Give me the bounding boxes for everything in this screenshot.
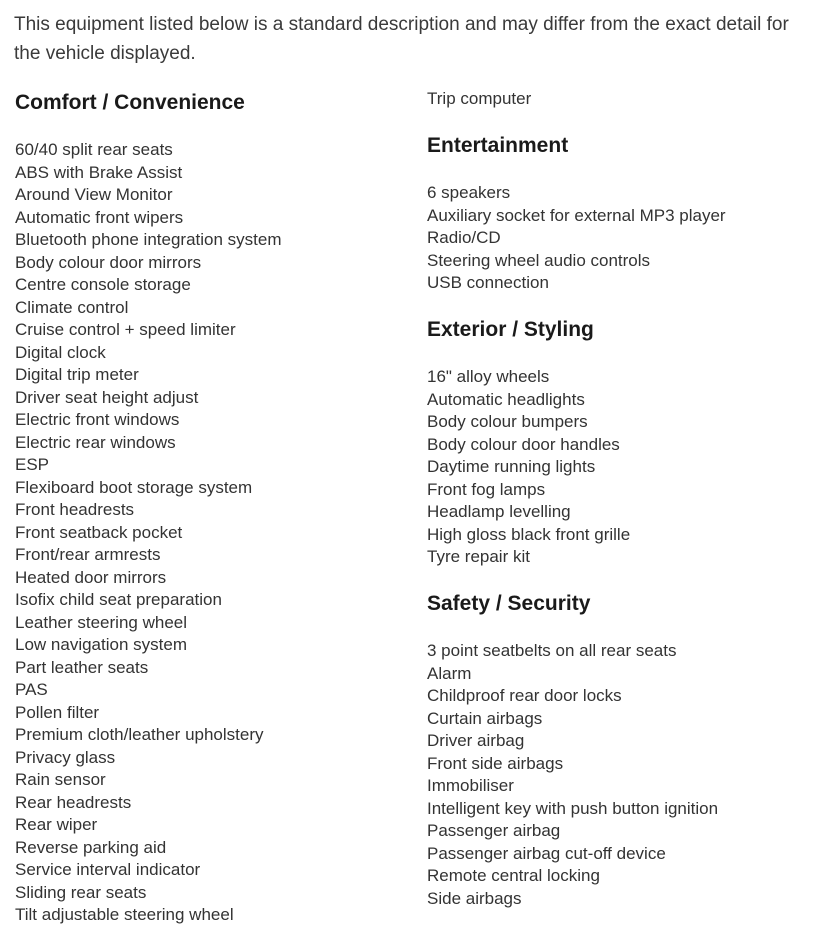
list-item: Digital clock [15,342,106,362]
list-item: 60/40 split rear seats [15,140,173,159]
list-item: Intelligent key with push button ignition [427,798,719,818]
list-item: Rear headrests [15,792,132,812]
list-item: Rain sensor [15,770,106,789]
list-item: Digital trip meter [15,365,139,384]
list-item: Body colour door handles [427,434,620,454]
list-item: Cruise control + speed limiter [15,320,236,339]
list-item: Driver seat height adjust [15,387,199,407]
list-item: Auxiliary socket for external MP3 player [427,205,726,225]
list-item: Front seatback pocket [15,522,183,542]
list-item: Around View Monitor [15,185,173,204]
list-item: Pollen filter [15,702,100,722]
list-item: Body colour door mirrors [15,252,202,272]
list-item: Childproof rear door locks [427,686,622,705]
entertainment-heading: Entertainment [427,134,569,157]
list-item: Rear wiper [15,815,98,834]
list-item: Alarm [427,663,472,683]
list-item: PAS [15,680,48,699]
list-item: Part leather seats [15,657,149,677]
list-item: Side airbags [427,888,522,908]
list-item: ESP [15,455,50,474]
list-item: Body colour bumpers [427,412,588,431]
list-item: Low navigation system [15,635,187,654]
list-item: Radio/CD [427,228,501,247]
list-item: Service interval indicator [15,860,201,879]
list-item: Headlamp levelling [427,502,571,521]
list-item: Privacy glass [15,747,116,767]
list-item: Curtain airbags [427,708,543,728]
list-item: Front/rear armrests [15,545,161,564]
list-item: Centre console storage [15,275,191,294]
list-item: Leather steering wheel [15,612,188,632]
list-item: Daytime running lights [427,457,596,476]
list-item: Remote central locking [427,866,600,885]
list-item: ABS with Brake Assist [15,162,183,182]
list-item: Driver airbag [427,731,525,750]
list-item: Front headrests [15,500,135,519]
list-item: Climate control [15,297,129,317]
list-item: Steering wheel audio controls [427,250,651,270]
list-item: 3 point seatbelts on all rear seats [427,641,677,660]
list-item: Sliding rear seats [15,882,147,902]
list-item: Electric front windows [15,410,180,429]
list-item: Heated door mirrors [15,567,167,587]
list-item: Front side airbags [427,753,564,773]
list-item: Passenger airbag [427,821,561,840]
list-item: Automatic headlights [427,389,585,409]
list-item: Isofix child seat preparation [15,590,222,609]
exterior-heading: Exterior / Styling [427,318,594,341]
list-item: Tilt adjustable steering wheel [15,905,234,924]
list-item: Immobiliser [427,776,514,795]
list-item: Trip computer [427,89,532,108]
list-item: Tyre repair kit [427,547,530,566]
list-item: USB connection [427,273,549,292]
list-item: Front fog lamps [427,479,546,499]
list-item: Bluetooth phone integration system [15,230,282,249]
list-item: Passenger airbag cut-off device [427,843,666,863]
list-item: Premium cloth/leather upholstery [15,725,264,744]
list-item: Reverse parking aid [15,837,167,857]
comfort-heading: Comfort / Convenience [15,91,245,114]
list-item: Automatic front wipers [15,207,184,227]
list-item: 6 speakers [427,183,511,202]
list-item: 16" alloy wheels [427,367,550,386]
safety-heading: Safety / Security [427,592,591,615]
list-item: Flexiboard boot storage system [15,477,253,497]
intro-text: This equipment listed below is a standard description and may differ from the exact detail for the vehicle displayed. [14,14,789,64]
list-item: High gloss black front grille [427,524,631,544]
list-item: Electric rear windows [15,432,176,452]
